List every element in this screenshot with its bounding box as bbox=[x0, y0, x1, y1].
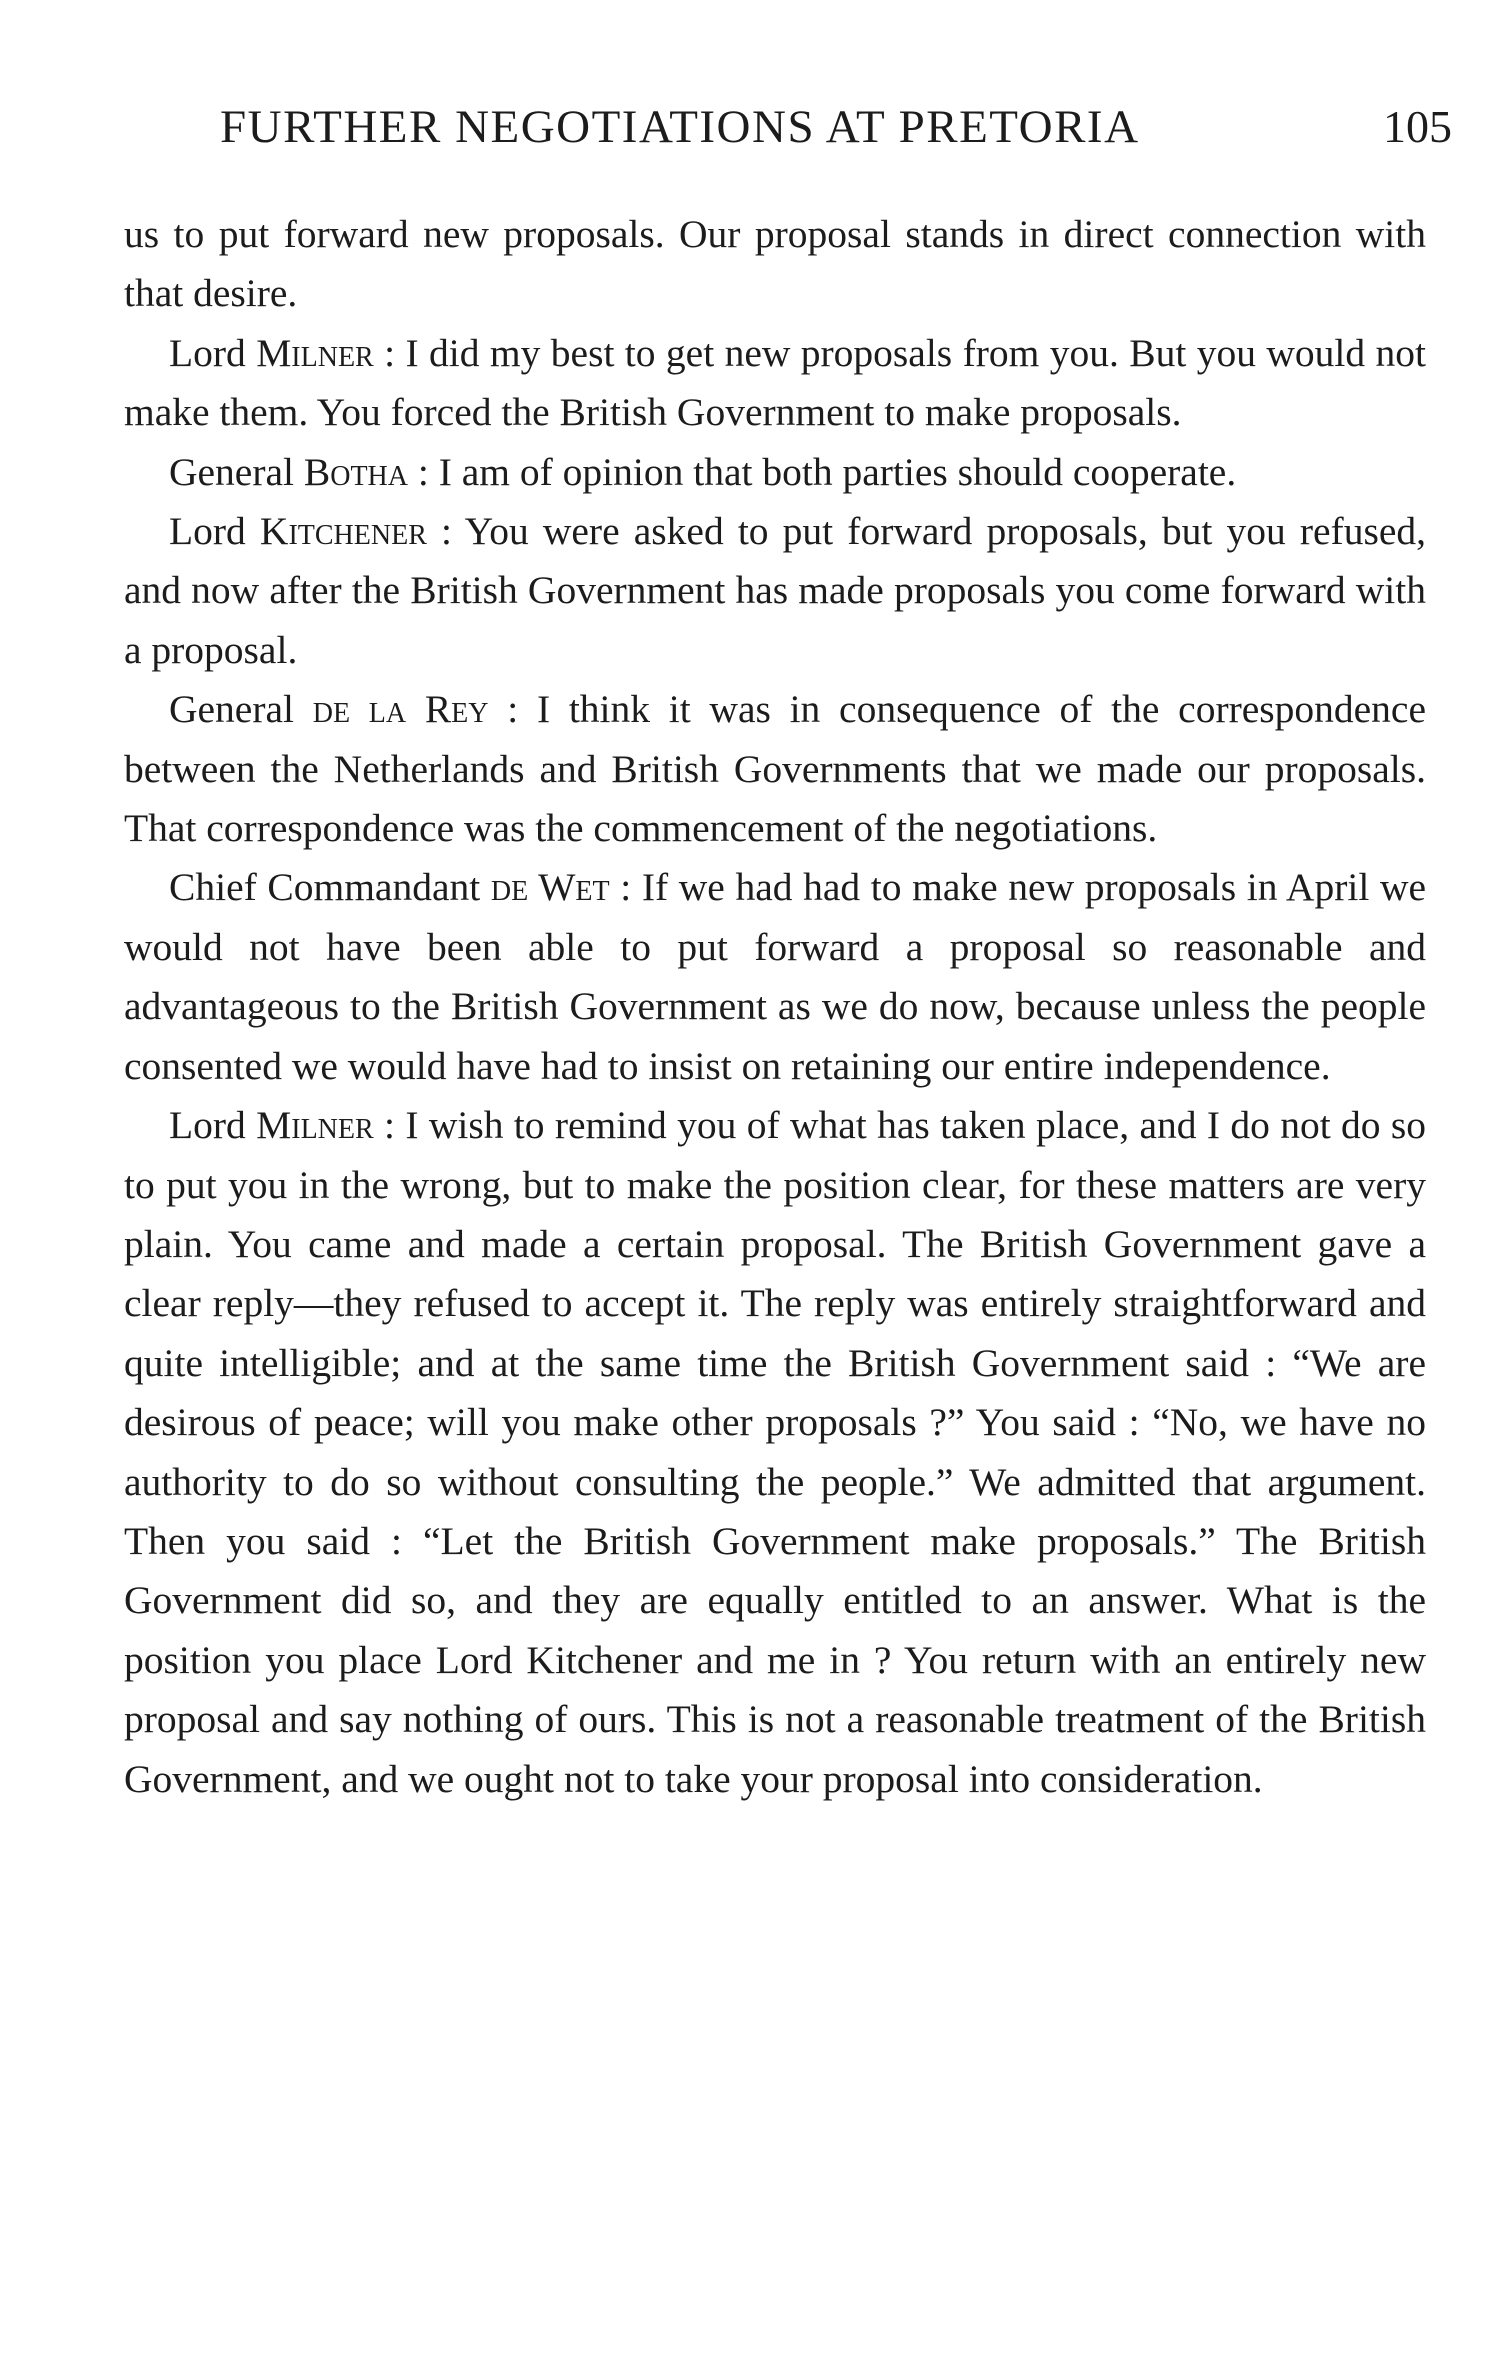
paragraph-de-wet bbox=[124, 858, 1426, 1096]
body-text bbox=[124, 205, 1426, 1809]
running-head bbox=[220, 100, 1452, 170]
speech-text: : I wish to remind you of what has taken place, and I do not do so to put you in the wrong, but to make the position clear, for these matters are very plain. You came and made a certain proposal. The British Government gave a clear reply—they refused to accept it. The reply was entirely straightforward and quite intelligible; and at the same time the British Government said : “We are desirous of peace; will you make other proposals ?” You said : “No, we have no authority to do so without consulting the people.” We admitted that argument. Then you said : “Let the British Government make proposals.” The British Government did so, and they are equally entitled to an answer. What is the position you place Lord Kitchener and me in ? You return with an entirely new proposal and say nothing of ours. This is not a reasonable treatment of the British Government, and we ought not to take your proposal into consideration. bbox=[124, 1103, 1426, 1801]
speaker-title: Chief Commandant bbox=[169, 865, 491, 910]
speech-text: : I did my best to get new proposals from you. But you would not make them. You forced the British Government to make proposals. bbox=[124, 330, 1426, 435]
paragraph-milner-1 bbox=[124, 324, 1426, 443]
paragraph-kitchener bbox=[124, 502, 1426, 680]
speech-text: : You were asked to put forward proposals, but you refused, and now after the British Government has made proposals you come forward with a proposal. bbox=[124, 509, 1426, 672]
speaker-title: General bbox=[169, 687, 313, 732]
paragraph-de-la-rey bbox=[124, 680, 1426, 858]
paragraph-botha bbox=[124, 443, 1426, 502]
paragraph-milner-2 bbox=[124, 1096, 1426, 1809]
speaker-title: Lord bbox=[169, 330, 257, 375]
speaker-name: Kitchener bbox=[259, 509, 427, 554]
speech-text: : If we had had to make new proposals in April we would not have been able to put forward a proposal so reasonable and advantageous to the British Government as we do now, because unless the people consented we would have had to insist on retaining our entire independence. bbox=[124, 865, 1427, 1088]
speaker-name: Milner bbox=[256, 330, 374, 375]
speaker-title: Lord bbox=[169, 509, 260, 554]
page-number: 105 bbox=[1383, 101, 1452, 152]
running-title: FURTHER NEGOTIATIONS AT PRETORIA bbox=[220, 101, 1140, 153]
speaker-name: Botha bbox=[303, 449, 408, 494]
speaker-name: Milner bbox=[256, 1103, 374, 1148]
speech-text: us to put forward new proposals. Our proposal stands in direct connection with that desire. bbox=[124, 212, 1426, 316]
speaker-name: de Wet bbox=[490, 865, 610, 910]
speech-text: : I think it was in consequence of the correspondence between the Netherlands and British Governments that we made our proposals. That correspondence was the commencement of the negotiations. bbox=[124, 687, 1426, 851]
speaker-title: General bbox=[169, 449, 304, 494]
speech-text: : I am of opinion that both parties should cooperate. bbox=[408, 449, 1237, 494]
speaker-name: de la Rey bbox=[312, 687, 489, 732]
paragraph-continuation bbox=[124, 205, 1426, 324]
speaker-title: Lord bbox=[169, 1103, 257, 1148]
